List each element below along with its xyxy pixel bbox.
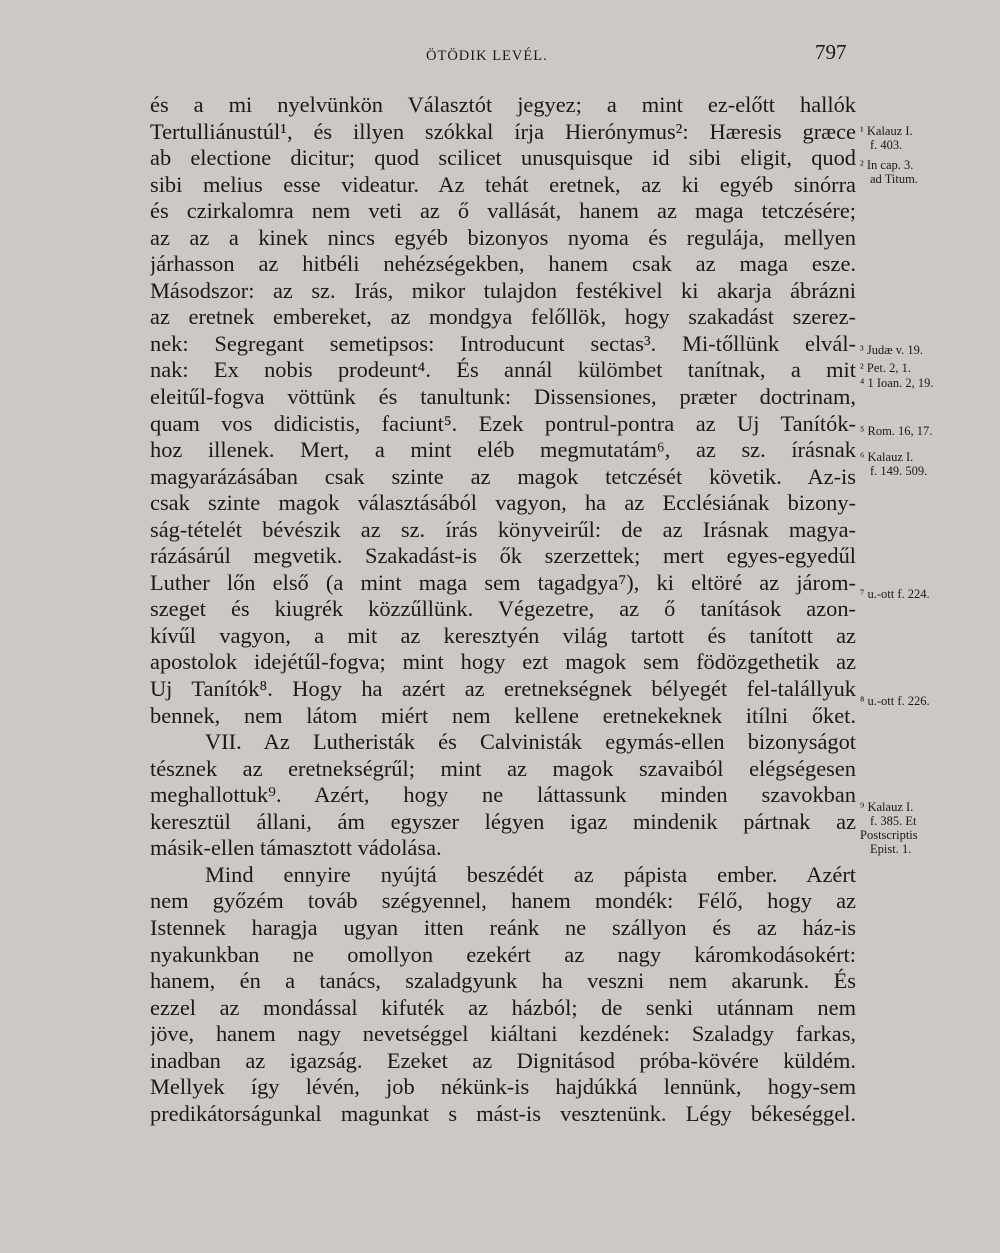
margin-note-line: ² Pet. 2, 1.	[860, 361, 911, 375]
margin-note	[860, 343, 960, 357]
text-line: nem győzém továb szégyennel, hanem mondék: Félő, hogy az	[150, 888, 856, 914]
text-line: tésznek az eretnekségrűl; mint az magok szavaiból elégségesen	[150, 755, 856, 781]
text-line: másik-ellen támasztott vádolása.	[150, 835, 442, 861]
margin-note-line: ¹ Kalauz I.	[860, 124, 913, 138]
margin-note-line: ⁵ Rom. 16, 17.	[860, 424, 933, 438]
text-line: predikátorságunkal magunkat s mást-is vesztenünk. Légy békeséggel.	[150, 1100, 856, 1126]
text-line: nek: Segregant semetipsos: Introducunt sectas³. Mi-tőllünk elvál-	[150, 330, 856, 356]
text-line: nak: Ex nobis prodeunt⁴. És annál külömbet tanítnak, a mit	[150, 357, 856, 383]
margin-note-line: ⁹ Kalauz I.	[860, 800, 914, 814]
margin-note	[860, 361, 960, 375]
page-number: 797	[815, 40, 847, 64]
text-line: hoz illenek. Mert, a mint eléb megmutatám⁶, az sz. írásnak	[150, 437, 856, 463]
text-line: VII. Az Lutheristák és Calvinisták egymás-ellen bizonyságot	[205, 729, 856, 755]
text-line: kívűl vagyon, a mit az keresztyén világ tartott és tanított az	[150, 622, 856, 648]
margin-note-line: f. 149. 509.	[870, 464, 928, 478]
text-line: nyakunkban ne omollyon ezekért az nagy káromkodásokért:	[150, 941, 856, 967]
text-line: Tertulliánustúl¹, és illyen szókkal írja Hierónymus²: Hæresis græce	[150, 118, 856, 144]
text-line: magyarázásában csak szinte az magok tetczését követik. Az-is	[150, 463, 856, 489]
text-line: apostolok idejétűl-fogva; mint hogy ezt magok sem födözgethetik az	[150, 649, 856, 675]
margin-note-line: ⁶ Kalauz I.	[860, 450, 914, 464]
text-line: Másodszor: az sz. Irás, mikor tulajdon festékivel ki akarja ábrázni	[150, 277, 856, 303]
text-line: eleitűl-fogva vöttünk és tanultunk: Dissensiones, præter doctrinam,	[150, 384, 856, 410]
margin-note-line: ³ Judæ v. 19.	[860, 343, 924, 357]
text-line: hanem, én a tanács, szaladgyunk ha veszni nem akarunk. És	[150, 968, 856, 994]
margin-note-line: ² In cap. 3.	[860, 158, 914, 172]
margin-note	[860, 800, 960, 856]
body-text	[150, 92, 856, 1127]
text-line: bennek, nem látom miért nem kellene eretnekeknek itílni őket.	[150, 702, 856, 728]
text-line: Mind ennyire nyújtá beszédét az pápista ember. Azért	[205, 861, 856, 887]
margin-note-line: Epist. 1.	[870, 842, 912, 856]
margin-note	[860, 158, 960, 186]
text-line: Mellyek így lévén, job nékünk-is hajdúkká lennünk, hogy-sem	[150, 1074, 856, 1100]
text-line: Uj Tanítók⁸. Hogy ha azért az eretnekségnek bélyegét fel-talállyuk	[150, 676, 856, 702]
text-line: járhasson az hitbéli nehézségekben, hanem csak az maga esze.	[150, 251, 856, 277]
running-head: ÖTÖDIK LEVÉL.	[426, 48, 548, 64]
text-line: quam vos didicistis, faciunt⁵. Ezek pontrul-pontra az Uj Tanítók-	[150, 410, 856, 436]
text-line: ab electione dicitur; quod scilicet unusquisque id sibi eligit, quod	[150, 145, 856, 171]
margin-note-line: ⁴ 1 Ioan. 2, 19.	[860, 376, 934, 390]
text-line: rázásárúl megvetik. Szakadást-is ők szerzettek; mert egyes-egyedűl	[150, 543, 856, 569]
text-line: keresztül állani, ám egyszer légyen igaz mindenik pártnak az	[150, 808, 856, 834]
text-line: meghallottuk⁹. Azért, hogy ne láttassunk minden szavokban	[150, 782, 856, 808]
margin-note	[860, 124, 960, 152]
margin-note-line: ad Titum.	[870, 172, 918, 186]
margin-note	[860, 376, 960, 390]
text-line: és czirkalomra nem veti az ő vallását, hanem az maga tetczésére;	[150, 198, 856, 224]
margin-note	[860, 694, 960, 708]
text-line: Istennek haragja ugyan itten reánk ne szállyon és az ház-is	[150, 914, 856, 940]
margin-note-line: ⁸ u.-ott f. 226.	[860, 694, 930, 708]
text-line: csak szinte magok választásából vagyon, ha az Ecclésiának bizony-	[150, 490, 856, 516]
text-line: inadban az igazság. Ezeket az Dignitásod próba-kövére küldém.	[150, 1047, 856, 1073]
text-line: jöve, hanem nagy nevetséggel kiáltani kezdének: Szaladgy farkas,	[150, 1021, 856, 1047]
margin-note-line: Postscriptis	[860, 828, 918, 842]
margin-note-line: ⁷ u.-ott f. 224.	[860, 587, 930, 601]
text-line: ság-tételét bévészik az sz. írás könyveirűl: de az Irásnak magya-	[150, 516, 856, 542]
text-line: sibi melius esse videatur. Az tehát eretnek, az ki egyéb sinórra	[150, 171, 856, 197]
margin-note	[860, 587, 960, 601]
text-line: szeget és kiugrék közzűllünk. Végezetre, az ő tanítások azon-	[150, 596, 856, 622]
margin-note	[860, 424, 960, 438]
margin-note-line: f. 403.	[870, 138, 903, 152]
text-line: az eretnek embereket, az mondgya felőllök, hogy szakadást szerez-	[150, 304, 856, 330]
text-line: és a mi nyelvünkön Választót jegyez; a mint ez-előtt hallók	[150, 92, 856, 117]
text-line: ezzel az mondással kifuték az házból; de senki utánnam nem	[150, 994, 856, 1020]
text-line: az az a kinek nincs egyéb bizonyos nyoma és regulája, mellyen	[150, 224, 856, 250]
margin-note-line: f. 385. Et	[870, 814, 917, 828]
text-line: Luther lőn első (a mint maga sem tagadgya⁷), ki eltöré az járom-	[150, 569, 856, 595]
margin-note	[860, 450, 960, 478]
